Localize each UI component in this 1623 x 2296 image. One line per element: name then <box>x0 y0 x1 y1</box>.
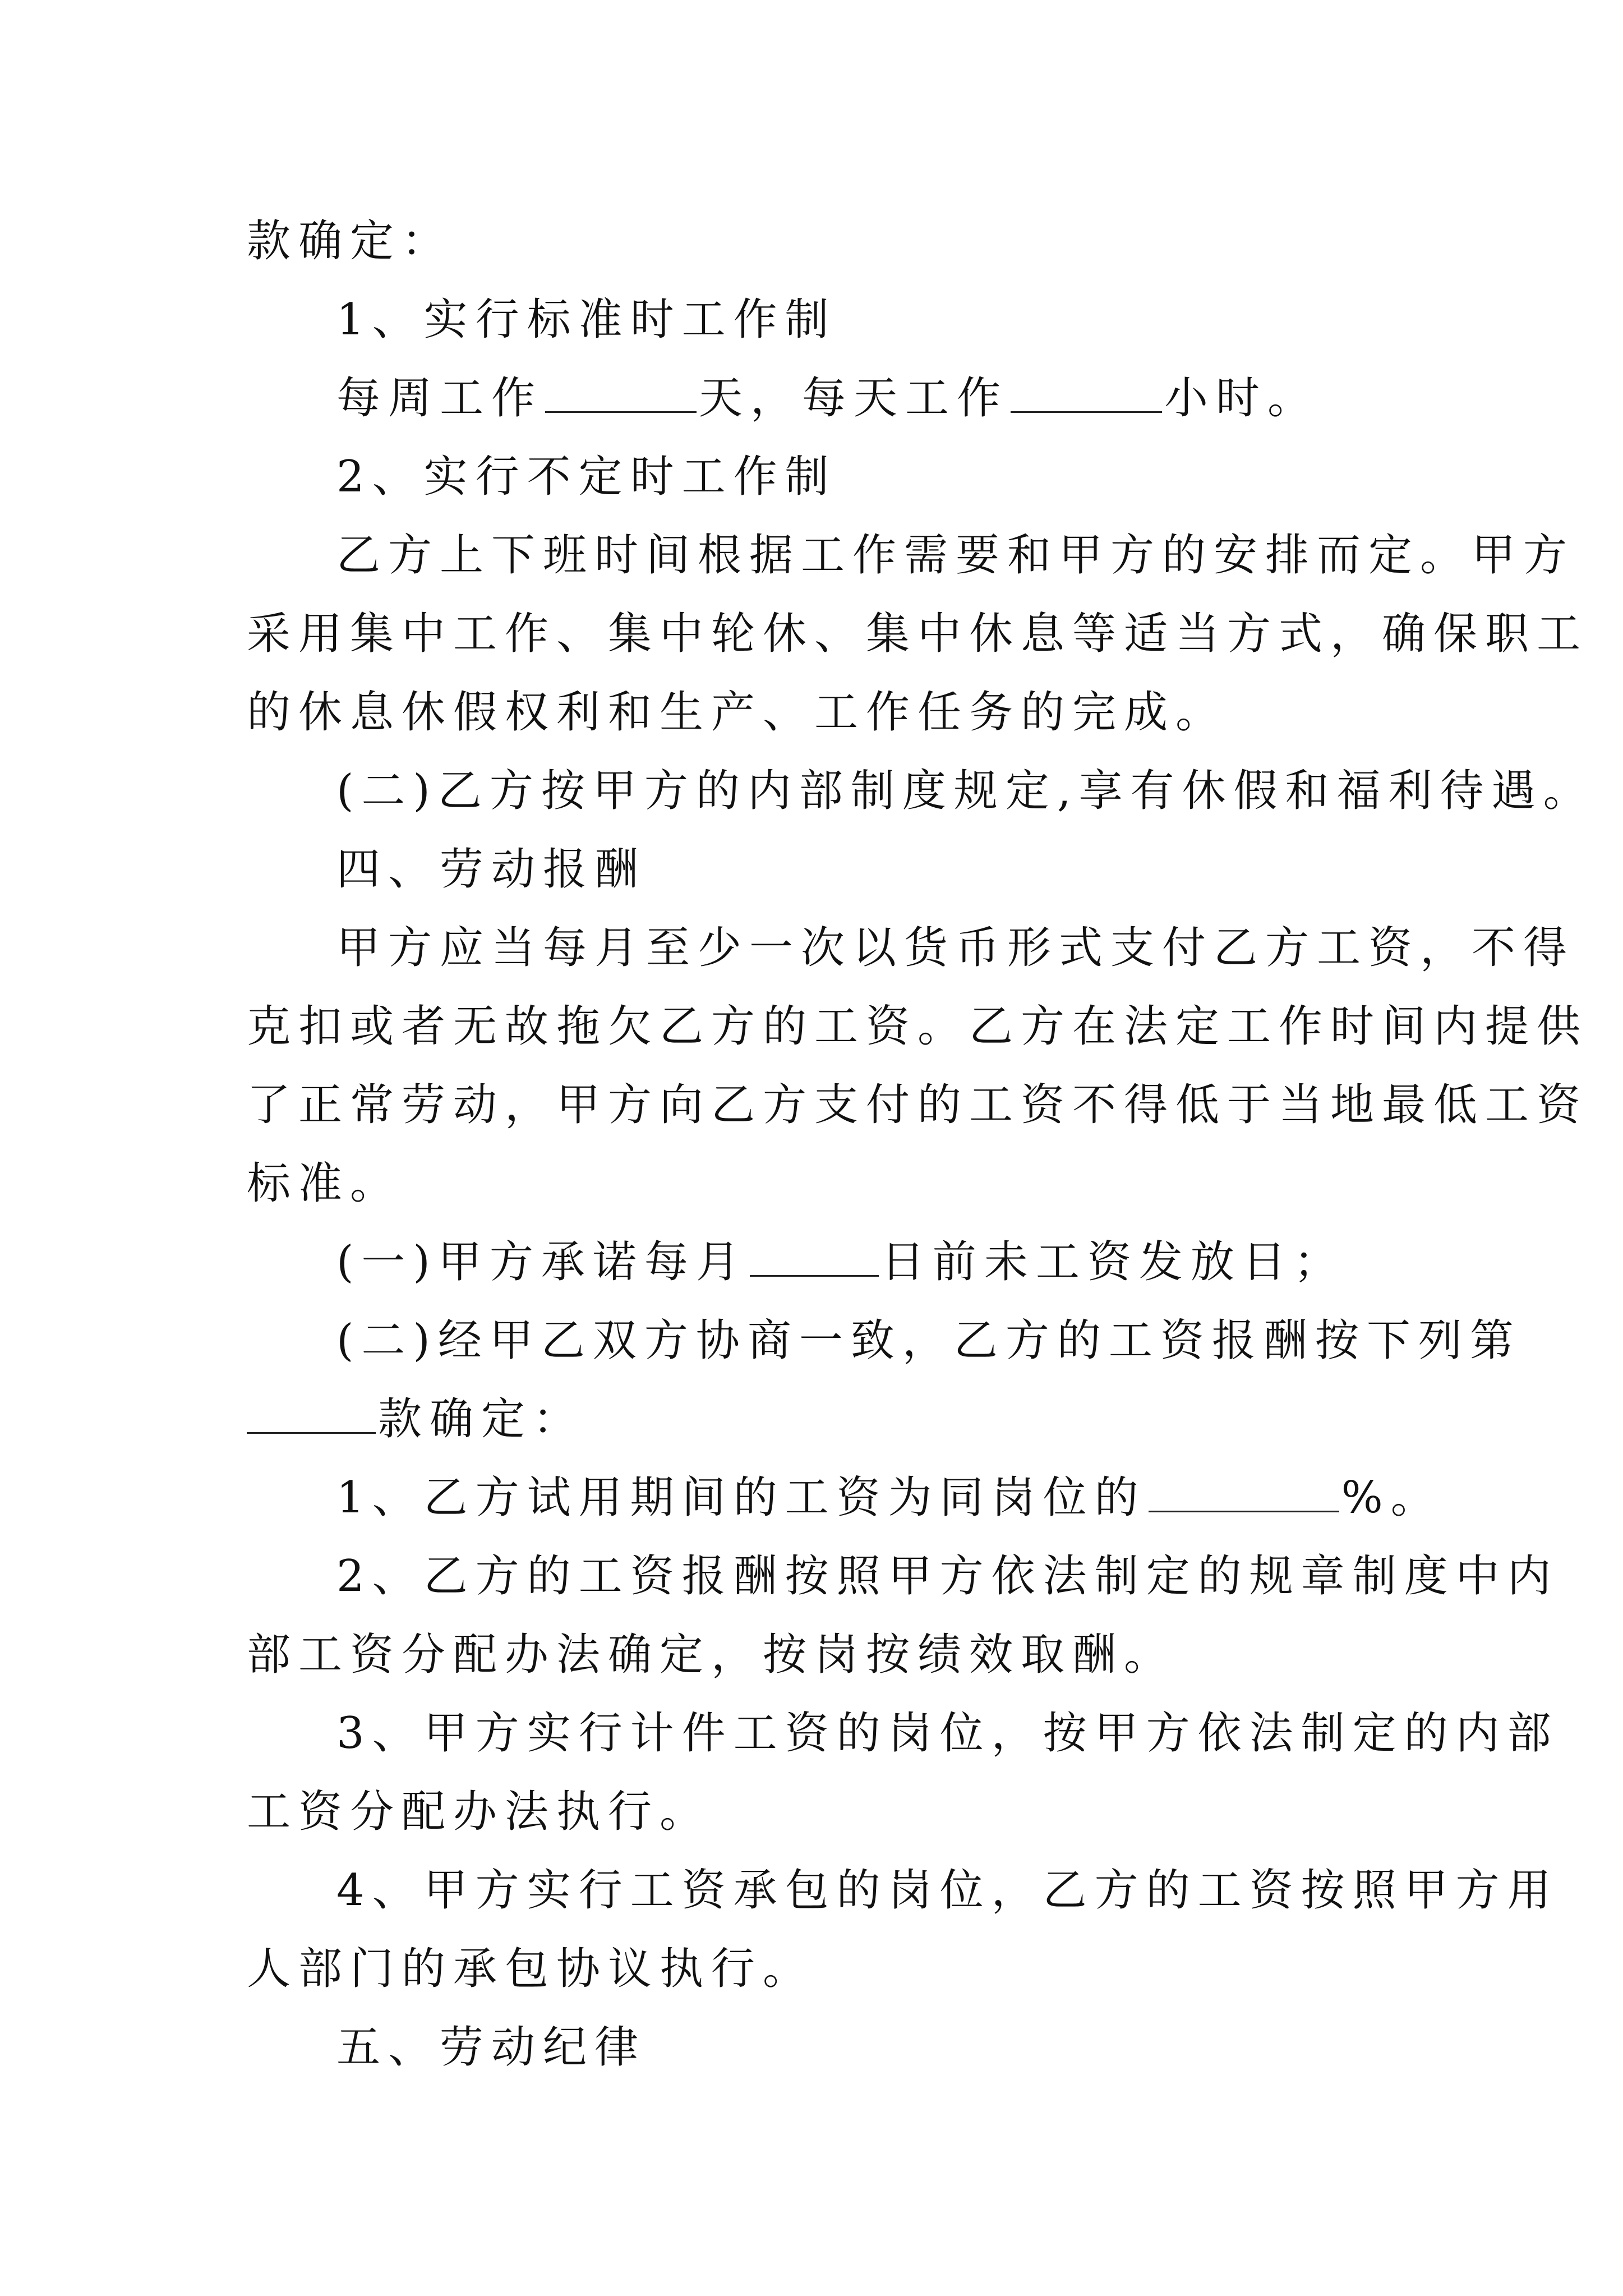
text-line <box>336 752 1595 830</box>
text-line <box>336 909 1575 987</box>
line-text: 甲方应当每月至少一次以货币形式支付乙方工资，不得 <box>336 923 1575 973</box>
fill-in-blank <box>1149 1467 1339 1512</box>
text-line <box>336 1458 1442 1537</box>
line-text: 五、劳动纪律 <box>336 2022 647 2073</box>
text-line <box>336 1694 1559 1773</box>
text-line <box>336 1851 1559 1930</box>
text-line <box>336 359 1385 438</box>
text-line <box>247 1380 1385 1458</box>
line-text: %。 <box>1341 1473 1442 1523</box>
text-line <box>247 1616 1385 1694</box>
fill-in-blank <box>247 1388 376 1434</box>
line-text: 小时。 <box>1164 373 1320 424</box>
line-text: (二)乙方按甲方的内部制度规定,享有休假和福利待遇。 <box>336 766 1595 816</box>
text-line <box>336 1223 1385 1301</box>
section-heading <box>336 830 1385 909</box>
line-text: 4、甲方实行工资承包的岗位，乙方的工资按照甲方用 <box>336 1865 1559 1916</box>
line-text: (二)经甲乙双方协商一致，乙方的工资报酬按下列第 <box>336 1315 1521 1366</box>
fill-in-blank <box>1011 367 1162 413</box>
line-text: 1、实行标准时工作制 <box>336 295 837 345</box>
line-text: 款确定： <box>378 1394 585 1444</box>
line-text: 部工资分配办法确定，按岗按绩效取酬。 <box>247 1630 1176 1680</box>
line-text: 工资分配办法执行。 <box>247 1787 712 1837</box>
text-line <box>336 438 1385 516</box>
line-text: 四、劳动报酬 <box>336 844 647 895</box>
line-text: 克扣或者无故拖欠乙方的工资。乙方在法定工作时间内提供 <box>247 1001 1589 1052</box>
text-line <box>336 280 1385 359</box>
line-text: 采用集中工作、集中轮休、集中休息等适当方式，确保职工 <box>247 609 1589 659</box>
fill-in-blank <box>750 1231 879 1277</box>
text-line <box>247 673 1385 752</box>
line-text: 日前未工资发放日； <box>880 1237 1345 1287</box>
line-text: 人部门的承包协议执行。 <box>247 1944 815 1994</box>
text-line <box>247 1144 1385 1223</box>
text-line <box>336 516 1575 595</box>
text-line <box>247 1930 1385 2008</box>
line-text: 天，每天工作 <box>699 373 1009 424</box>
line-text: 2、实行不定时工作制 <box>336 452 837 502</box>
text-line <box>336 1537 1559 1616</box>
text-line <box>247 202 1385 280</box>
line-text: 乙方上下班时间根据工作需要和甲方的安排而定。甲方 <box>336 530 1575 581</box>
text-line <box>247 1066 1589 1144</box>
line-text: 标准。 <box>247 1158 402 1209</box>
text-line <box>247 1773 1385 1851</box>
line-text: 1、乙方试用期间的工资为同岗位的 <box>336 1473 1146 1523</box>
line-text: 款确定： <box>247 216 454 266</box>
text-line <box>247 595 1589 673</box>
line-text: 2、乙方的工资报酬按照甲方依法制定的规章制度中内 <box>336 1551 1559 1602</box>
line-text: (一)甲方承诺每月 <box>336 1237 748 1287</box>
line-text: 的休息休假权利和生产、工作任务的完成。 <box>247 687 1228 738</box>
fill-in-blank <box>545 367 697 413</box>
text-line <box>336 1301 1521 1380</box>
text-line <box>247 987 1589 1066</box>
line-text: 3、甲方实行计件工资的岗位，按甲方依法制定的内部 <box>336 1708 1559 1759</box>
section-heading <box>336 2008 1385 2087</box>
line-text: 了正常劳动，甲方向乙方支付的工资不得低于当地最低工资 <box>247 1080 1589 1130</box>
line-text: 每周工作 <box>336 373 543 424</box>
